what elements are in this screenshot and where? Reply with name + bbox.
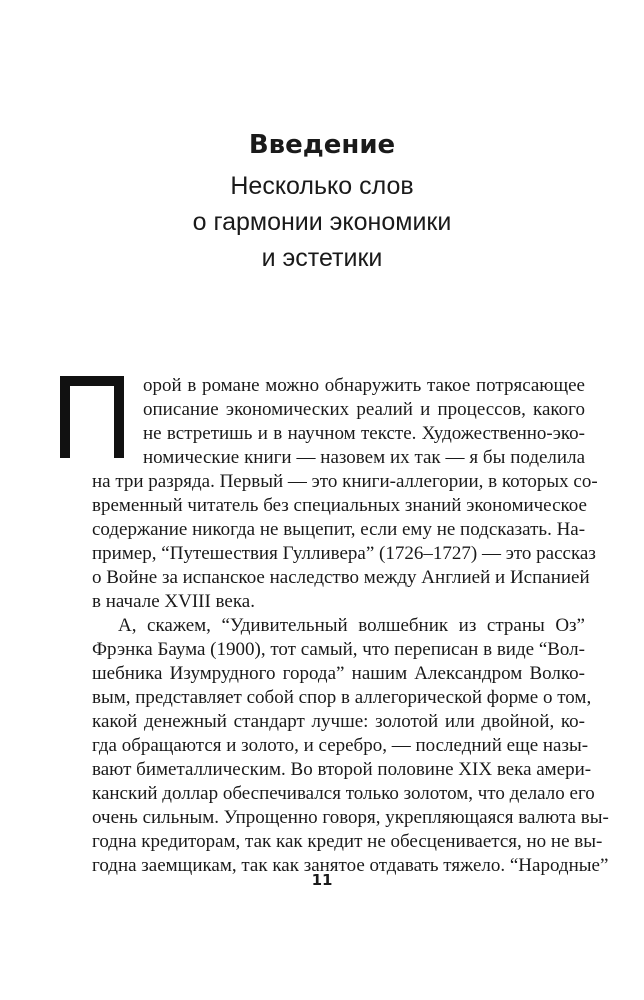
text-line: вым, представляет собой спор в аллегорической форме о том,: [92, 687, 592, 708]
text-line: вают биметаллическим. Во второй половине XIX века амери-: [92, 759, 592, 780]
text-line: описание экономических реалий и процессов, какого: [143, 399, 585, 420]
chapter-subtitle-line: Несколько слов: [230, 172, 414, 200]
chapter-subtitle-line: о гармонии экономики: [192, 208, 452, 236]
text-line: годна заемщикам, так как занятое отдавать тяжело. “Народные”: [92, 855, 609, 876]
page-number: 11: [311, 871, 333, 889]
text-line: очень сильным. Упрощенно говоря, укрепляющаяся валюта вы-: [92, 807, 609, 828]
text-line: канский доллар обеспечивался только золотом, что делало его: [92, 783, 595, 804]
chapter-title: Введение: [248, 130, 396, 160]
drop-cap-glyph: [58, 374, 128, 458]
chapter-subtitle-line: и эстетики: [261, 244, 383, 272]
text-line: какой денежный стандарт лучше: золотой или двойной, ко-: [92, 711, 585, 732]
text-line: орой в романе можно обнаружить такое потрясающее: [143, 375, 585, 396]
text-line: А, скажем, “Удивительный волшебник из страны Оз”: [118, 615, 585, 636]
text-line: пример, “Путешествия Гулливера” (1726–1727) — это рассказ: [92, 543, 596, 564]
text-line: содержание никогда не выцепит, если ему не подсказать. На-: [92, 519, 586, 540]
text-line: в начале XVIII века.: [92, 591, 255, 612]
drop-cap: [58, 374, 128, 458]
text-line: гда обращаются и золото, и серебро, — последний еще назы-: [92, 735, 589, 756]
text-line: годна кредиторам, так как кредит не обесценивается, но не вы-: [92, 831, 603, 852]
text-line: о Войне за испанское наследство между Англией и Испанией: [92, 567, 590, 588]
text-line: не встретишь и в научном тексте. Художественно-эко-: [143, 423, 585, 444]
text-line: на три разряда. Первый — это книги-аллегории, в которых со-: [92, 471, 598, 492]
text-line: номические книги — назовем их так — я бы поделила: [143, 447, 585, 468]
text-line: Фрэнка Баума (1900), тот самый, что переписан в виде “Вол-: [92, 639, 585, 660]
text-line: шебника Изумрудного города” нашим Александром Волко-: [92, 663, 585, 684]
text-line: временный читатель без специальных знаний экономическое: [92, 495, 587, 516]
